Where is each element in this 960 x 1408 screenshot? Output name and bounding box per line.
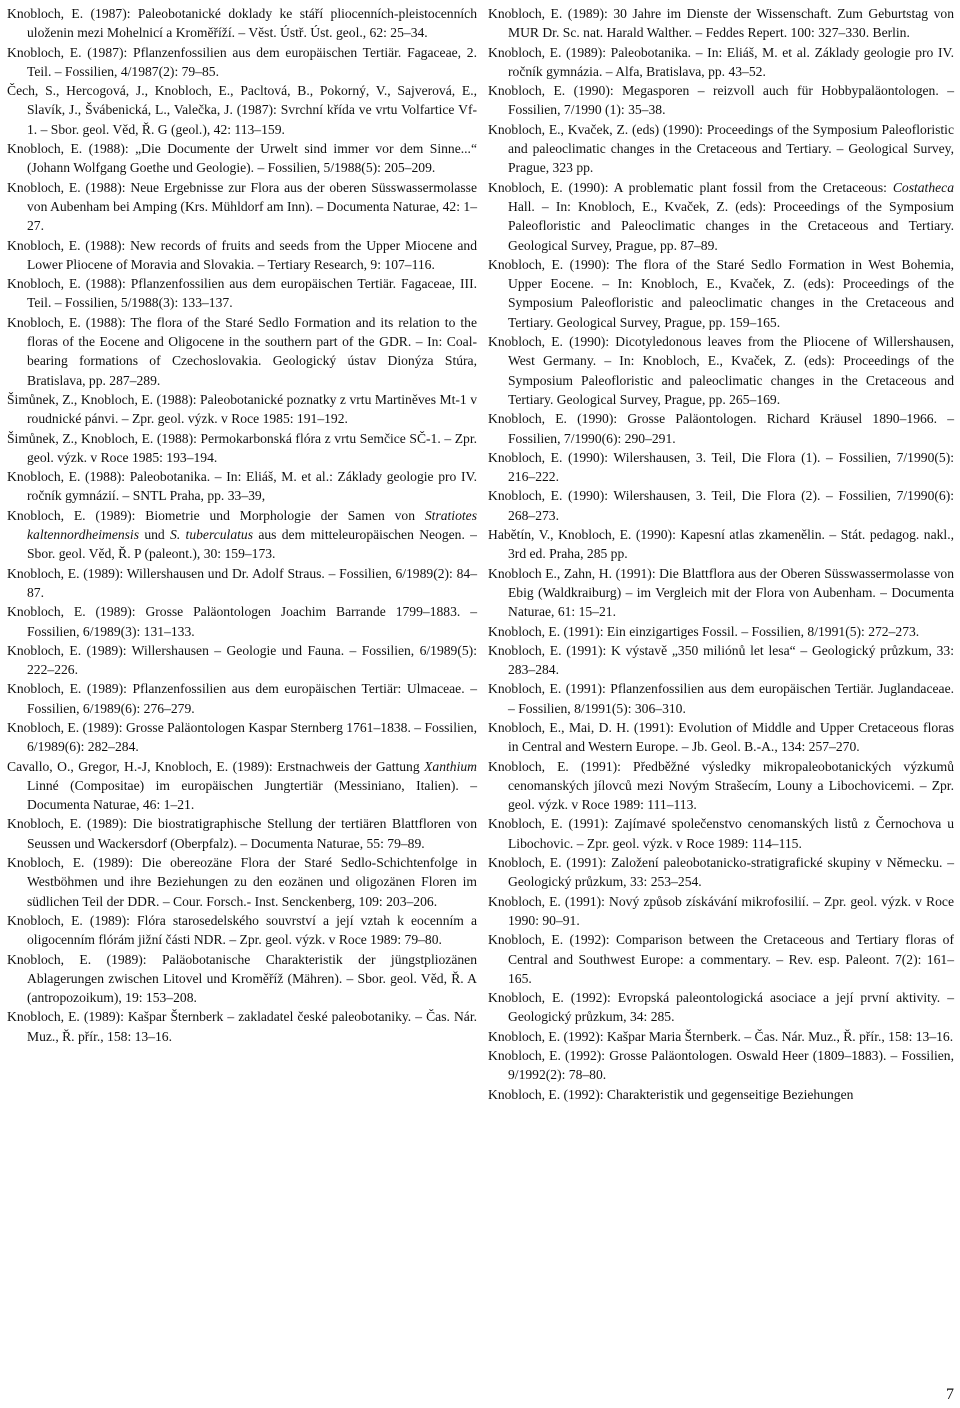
reference-entry: Knobloch, E. (1989): Flóra starosedelského souvrství a její vztah k eocenním a oligocenním flórám jižní části NDR. – Zpr. geol. výzk. v Roce 1989: 79–80. [7,912,477,948]
reference-entry: Knobloch E., Zahn, H. (1991): Die Blattflora aus der Oberen Süsswassermolasse von Ebig (Waldkraiburg) – im Vergleich mit der Flora von Aubenham. – Documenta Naturae, 61: 15–21. [488,565,954,620]
reference-entry: Knobloch, E. (1991): Předběžné výsledky mikropaleobotanických výzkumů cenomanských jílovců mezi Novým Strašecím, Louny a Libochovicemi. – Zpr. geol. výzk. v Roce 1989: 111–113. [488,758,954,813]
reference-entry: Knobloch, E. (1989): Die biostratigraphische Stellung der tertiären Blattfloren von Seussen und Wackersdorf (Oberpfalz). – Documenta Naturae, 55: 79–89. [7,816,477,851]
reference-entry: Knobloch, E. (1989): Paläobotanische Charakteristik der jüngstpliozänen Ablagerungen zwischen Litovel und Kroměříž (Mähren). – Sbor. geol. Věd, Ř. A (antropozoikum), 19: 153–208. [7,951,477,1006]
reference-entry: Cavallo, O., Gregor, H.-J, Knobloch, E. (1989): Erstnachweis der Gattung Xanthium Linné (Compositae) im europäischen Jungtertiär (Messiniano, Italien). – Documenta Naturae, 46: 1–21. [7,758,477,813]
reference-entry: Knobloch, E. (1991): Nový způsob získávání mikrofosilií. – Zpr. geol. výzk. v Roce 1990: 90–91. [488,893,954,928]
reference-entry: Knobloch, E. (1987): Pflanzenfossilien aus dem europäischen Tertiär. Fagaceae, 2. Teil. – Fossilien, 4/1987(2): 79–85. [7,44,477,79]
reference-entry: Knobloch, E. (1990): Wilershausen, 3. Teil, Die Flora (1). – Fossilien, 7/1990(5): 216–222. [488,449,954,485]
reference-entry: Knobloch, E. (1987): Paleobotanické doklady ke stáří pliocenních-pleistocenních uloženin mezi Mohelnicí a Kroměříží. – Věst. Ústř. Úst. geol., 62: 25–34. [7,6,477,41]
left-reference-column [7,4,477,1046]
reference-entry: Knobloch, E., Kvaček, Z. (eds) (1990): Proceedings of the Symposium Paleofloristic and paleoclimatic changes in the Cretaceous and Tertiary. – Geological Survey, Prague, 323 pp. [488,121,954,176]
reference-entry: Knobloch, E. (1992): Charakteristik und gegenseitige Beziehungen [488,1086,854,1102]
reference-entry: Šimůnek, Z., Knobloch, E. (1988): Permokarbonská flóra z vrtu Semčice SČ-1. – Zpr. geol. výzk. v Roce 1985: 193–194. [7,430,477,465]
reference-entry: Knobloch, E. (1989): Die obereozäne Flora der Staré Sedlo-Schichtenfolge in Westböhmen und ihre Beziehungen zu den eozänen und oligozänen Floren im südlichen Teil der DDR. – Cour. Forsch.- Inst. Senckenberg, 109: 203–206. [7,855,477,909]
reference-entry: Knobloch, E. (1992): Grosse Paläontologen. Oswald Heer (1809–1883). – Fossilien, 9/1992(2): 78–80. [488,1048,954,1083]
reference-entry: Knobloch, E. (1990): The flora of the Staré Sedlo Formation in West Bohemia, Upper Eocene. – In: Knobloch, E., Kvaček, Z. (eds): Proceedings of the Symposium Paleofloristic and paleoclimatic changes in the Cretaceous and Tertiary. Geological Survey, Prague, pp. 159–165. [488,256,954,330]
reference-entry: Knobloch, E. (1990): Wilershausen, 3. Teil, Die Flora (2). – Fossilien, 7/1990(6): 268–273. [488,488,954,523]
reference-entry: Knobloch, E. (1992): Comparison between the Cretaceous and Tertiary floras of Central and Southwest Europe: a commentary. – Rev. esp. Paleont. 7(2): 161–165. [488,932,954,986]
page-number: 7 [946,1386,954,1403]
reference-entry: Knobloch, E. (1989): Kašpar Šternberk – zakladatel české paleobotaniky. – Čas. Nár. Muz., Ř. přír., 158: 13–16. [7,1009,477,1044]
right-reference-column [488,4,954,1104]
reference-entry: Knobloch, E. (1988): New records of fruits and seeds from the Upper Miocene and Lower Pliocene of Moravia and Slovakia. – Tertiary Research, 9: 107–116. [7,237,477,272]
reference-entry: Knobloch, E. (1989): Willershausen – Geologie und Fauna. – Fossilien, 6/1989(5): 222–226. [7,642,477,678]
reference-entry: Knobloch, E. (1989): Grosse Paläontologen Kaspar Sternberg 1761–1838. – Fossilien, 6/1989(6): 282–284. [7,719,477,755]
reference-entry: Knobloch, E. (1990): Megasporen – reizvoll auch für Hobbypaläontologen. – Fossilien, 7/1990 (1): 35–38. [488,83,954,118]
italic-taxon-name: Costatheca [892,179,954,195]
reference-entry: Knobloch, E. (1988): Paleobotanika. – In: Eliáš, M. et al.: Základy geologie pro IV. ročník gymnázií. – SNTL Praha, pp. 33–39, [7,469,477,504]
reference-entry: Knobloch, E. (1989): Paleobotanika. – In: Eliáš, M. et al. Základy geologie pro IV. ročník gymnázia. – Alfa, Bratislava, pp. 43–52. [488,44,954,79]
reference-entry: Knobloch, E. (1989): Pflanzenfossilien aus dem europäischen Tertiär: Ulmaceae. – Fossilien, 6/1989(6): 276–279. [7,681,477,716]
reference-entry: Knobloch, E. (1990): Dicotyledonous leaves from the Pliocene of Willershausen, West Germany. – In: Knobloch, E., Kvaček, Z. (eds): Proceedings of the Symposium Paleofloristic and paleoclimatic changes in the Cretaceous and Tertiary. Geological Survey, Prague, pp. 265–169. [488,334,954,407]
reference-entry: Čech, S., Hercogová, J., Knobloch, E., Pacltová, B., Pokorný, V., Sajverová, E., Slavík, J., Švábenická, L., Valečka, J. (1987): Svrchní křída ve vrtu Volfartice Vf-1. – Sbor. geol. Věd, Ř. G (geol.), 42: 113–159. [7,83,477,137]
reference-entry: Knobloch, E. (1988): Pflanzenfossilien aus dem europäischen Tertiär. Fagaceae, III. Teil. – Fossilien, 5/1988(3): 133–137. [7,276,477,311]
reference-entry: Knobloch, E. (1992): Kašpar Maria Šternberk. – Čas. Nár. Muz., Ř. přír., 158: 13–16. [488,1028,954,1044]
italic-taxon-name: Stratiotes kaltennordheimensis [27,507,477,543]
reference-entry: Knobloch, E. (1989): 30 Jahre im Dienste der Wissenschaft. Zum Geburtstag von MUR Dr. Sc. nat. Harald Walther. – Feddes Repert. 100: 327–330. Berlin. [488,6,954,41]
reference-entry: Knobloch, E. (1990): A problematic plant fossil from the Cretaceous: Costatheca Hall. – In: Knobloch, E., Kvaček, Z. (eds): Proceedings of the Symposium Paleofloristic and Paleoclimatic changes in the Cretaceous and Tertiary. Geological Survey, Prague, pp. 87–89. [488,179,954,253]
reference-entry: Knobloch, E. (1990): Grosse Paläontologen. Richard Kräusel 1890–1966. – Fossilien, 7/1990(6): 290–291. [488,411,954,446]
italic-taxon-name: S. tuberculatus [170,527,253,543]
reference-entry: Knobloch, E. (1988): „Die Documente der Urwelt sind immer vor dem Sinne...“ (Johann Wolfgang Goethe und Geologie). – Fossilien, 5/1988(5): 205–209. [7,141,477,176]
reference-entry: Knobloch, E. (1991): Ein einzigartiges Fossil. – Fossilien, 8/1991(5): 272–273. [488,623,920,639]
reference-entry: Knobloch, E. (1991): Zajímavé společenstvo cenomanských listů z Černochova u Libochovic. – Zpr. geol. výzk. v Roce 1989: 114–115. [488,816,954,851]
reference-entry: Knobloch, E. (1991): Založení paleobotanicko-stratigrafické skupiny v Německu. – Geologický průzkum, 33: 253–254. [488,855,954,890]
reference-entry: Knobloch, E. (1989): Biometrie und Morphologie der Samen von Stratiotes kaltennordheimensis und S. tuberculatus aus dem mitteleuropäischen Neogen. – Sbor. geol. Věd, Ř. P (paleont.), 30: 159–173. [7,507,477,562]
reference-entry: Habětín, V., Knobloch, E. (1990): Kapesní atlas zkamenělin. – Stát. pedagog. nakl., 3rd ed. Praha, 285 pp. [488,527,954,562]
reference-entry: Knobloch, E. (1992): Evropská paleontologická asociace a její první aktivity. – Geologický průzkum, 34: 285. [488,990,954,1025]
reference-entry: Knobloch, E., Mai, D. H. (1991): Evolution of Middle and Upper Cretaceous floras in Central and Western Europe. – Jb. Geol. B.-A., 134: 257–270. [488,719,954,755]
reference-entry: Knobloch, E. (1988): Neue Ergebnisse zur Flora aus der oberen Süsswassermolasse von Aubenham bei Amping (Krs. Mühldorf am Inn). – Documenta Naturae, 42: 1–27. [7,179,477,234]
reference-entry: Knobloch, E. (1989): Grosse Paläontologen Joachim Barrande 1799–1883. – Fossilien, 6/1989(3): 131–133. [7,604,477,639]
reference-entry: Knobloch, E. (1991): Pflanzenfossilien aus dem europäischen Tertiär. Juglandaceae. – Fossilien, 8/1991(5): 306–310. [488,681,954,716]
reference-entry: Knobloch, E. (1991): K výstavě „350 miliónů let lesa“ – Geologický průzkum, 33: 283–284. [488,642,954,678]
reference-entry: Šimůnek, Z., Knobloch, E. (1988): Paleobotanické poznatky z vrtu Martiněves Mt-1 v roudnické pánvi. – Zpr. geol. výzk. v Roce 1985: 191–192. [7,391,477,427]
italic-taxon-name: Xanthium [424,758,477,774]
reference-entry: Knobloch, E. (1989): Willershausen und Dr. Adolf Straus. – Fossilien, 6/1989(2): 84–87. [7,565,477,600]
reference-entry: Knobloch, E. (1988): The flora of the Staré Sedlo Formation and its relation to the floras of the Eocene and Oligocene in the southern part of the GDR. – In: Coal-bearing formations of Czechoslovakia. Geologický ústav Dionýza Stúra, Bratislava, pp. 287–289. [7,314,477,388]
